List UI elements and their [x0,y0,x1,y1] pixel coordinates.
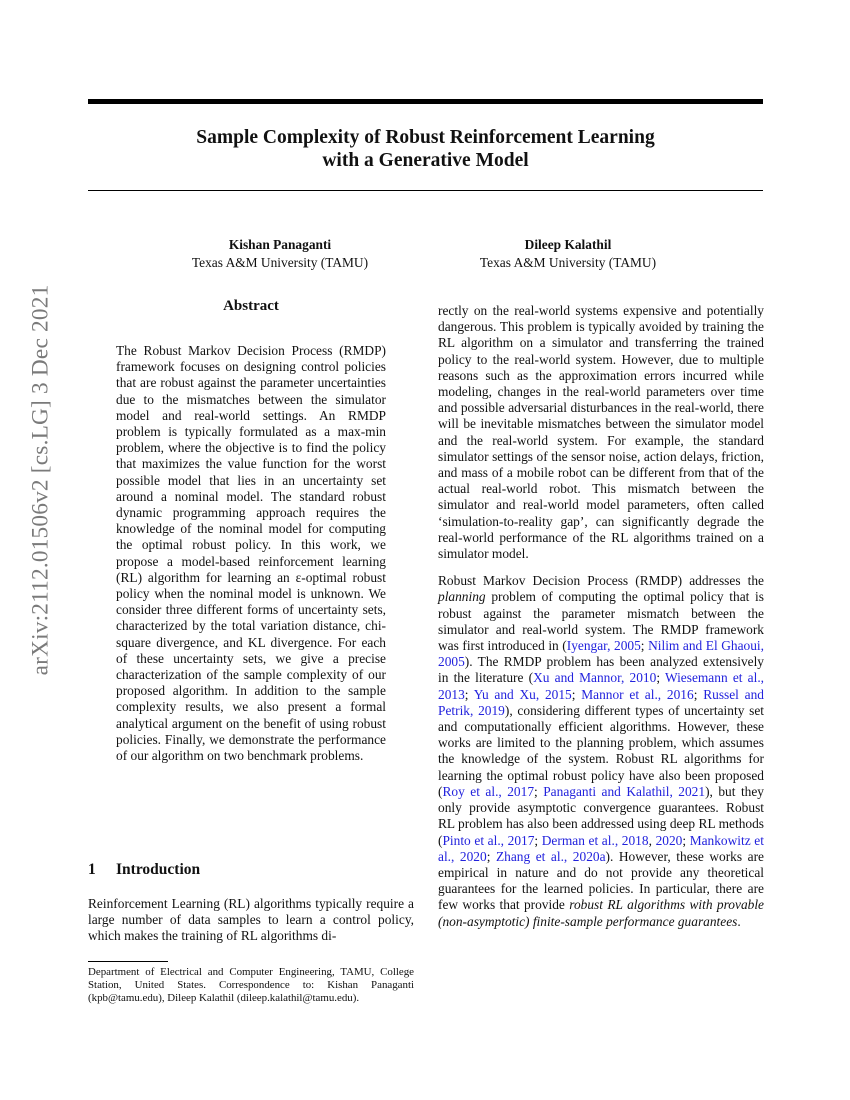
citation-link[interactable]: Russel and Petrik, 2019 [438,686,764,718]
citation-link[interactable]: Roy et al., 2017 [442,783,535,799]
paper-title [88,126,763,172]
title-top-rule [88,99,763,104]
author-block-2 [438,236,698,272]
abstract-heading: Abstract [223,298,279,314]
citation-link[interactable]: Wiesemann et al., 2013 [438,670,765,702]
citation-link[interactable]: Xu and Mannor, 2010 [533,670,657,686]
paragraph-2 [438,573,764,929]
author-affiliation: Texas A&M University (TAMU) [191,255,369,270]
citation-link[interactable]: Derman et al., 2018 [541,832,649,848]
text-run: ; [571,686,582,702]
introduction-text: Reinforcement Learning (RL) algorithms typically require a large number of data samples to learn a control policy, which makes the training of RL algorithms di- [88,896,414,944]
author-block-1 [150,236,410,272]
title-bottom-rule [88,190,763,191]
text-run: . [737,913,741,929]
text-run: problem of computing the optimal policy that is robust against the parameter mismatch between the simulator and real-world system. The RMDP framework was first introduced in ( [438,589,764,654]
citation-link[interactable]: Mankowitz et al., 2020 [438,832,764,864]
title-line-2: with a Generative Model [322,150,529,171]
text-run: ; [464,686,474,702]
section-heading-introduction [88,861,200,879]
footnote-rule [88,961,168,962]
right-column [438,303,764,930]
emphasis-planning: planning [438,589,486,605]
abstract-text: The Robust Markov Decision Process (RMDP) framework focuses on designing control policies that are robust against the parameter uncertainties due to the mismatches between the simulator model and real-world settings. An RMDP problem is typically formulated as a max-min problem, where the objective is to find the policy that maximizes the value function for the worst possible model that lies in an uncertainty set around a nominal model. The standard robust dynamic programming approach requires the knowledge of the nominal model for computing the optimal robust policy. In this work, we propose a model-based reinforcement learning (RL) algorithm for learning an ε-optimal robust policy when the nominal model is unknown. We consider three different forms of uncertainty sets, characterized by the total variation distance, chi-square divergence, and KL divergence. For each of these uncertainty sets, we give a precise characterization of the sample complexity of our proposed algorithm. In addition to the sample complexity results, we also present a formal analytical argument on the benefit of using robust policies. Finally, we demonstrate the performance of our algorithm on two benchmark problems. [116,343,386,764]
citation-link[interactable]: Zhang et al., 2020a [495,848,606,864]
text-run: ; [486,848,496,864]
text-run: ), considering different types of uncertainty set and computationally efficient algorithms. However, these works are limited to the planning problem, which assumes the knowledge of the system. Robust RL algorithms for learning the optimal robust policy have also been proposed ( [438,702,765,799]
citation-link[interactable]: Pinto et al., 2017 [442,832,535,848]
text-run: ; [640,638,649,654]
text-run: Robust Markov Decision Process (RMDP) addresses the [438,573,764,589]
text-run: ; [534,832,542,848]
text-run: ; [656,670,665,686]
text-run: , [648,832,656,848]
emphasis-guarantees: robust RL algorithms with provable (non-asymptotic) finite-sample performance guarantees [438,897,764,929]
citation-link[interactable]: Iyengar, 2005 [566,638,641,654]
section-number: 1 [88,861,96,878]
citation-link[interactable]: Nilim and El Ghaoui, 2005 [438,638,764,670]
author-affiliation: Texas A&M University (TAMU) [479,255,657,270]
section-title: Introduction [116,861,201,878]
text-run: ; [693,686,704,702]
text-run: ). The RMDP problem has been analyzed extensively in the literature ( [438,654,764,686]
text-run: ). However, these works are empirical in nature and do not provide any theoretical guarantees for the learned policies. In particular, there are few works that provide [438,848,764,913]
text-run: ; [534,783,544,799]
text-run: ), but they only provide asymptotic convergence guarantees. Robust RL problem has also been addressed using deep RL methods ( [438,783,765,848]
citation-link[interactable]: Yu and Xu, 2015 [473,686,572,702]
arxiv-stamp [21,284,61,675]
title-line-1: Sample Complexity of Robust Reinforcement Learning [196,127,655,148]
citation-link[interactable]: Panaganti and Kalathil, 2021 [543,783,706,799]
author-name: Dileep Kalathil [524,237,612,252]
citation-link[interactable]: 2020 [655,832,683,848]
author-name: Kishan Panaganti [228,237,332,252]
paragraph-1: rectly on the real-world systems expensive and potentially dangerous. This problem is typically avoided by training the RL algorithm on a simulator and transferring the trained policy to the real-world system. However, due to multiple reasons such as the approximation errors incurred while modeling, changes in the real-world parameters over time and possible adversarial disturbances in the real-world, there will be inevitable mismatches between the simulator model and the real-world system. For example, the standard simulator settings of the sensor noise, action delays, friction, and mass of a mobile robot can be different from that of the actual real-world robot. This mismatch between the simulator and real-world model parameters, often called ‘simulation-to-reality gap’, can significantly degrade the real-world performance of the RL algorithms trained on a simulator model. [438,303,764,562]
citation-link[interactable]: Mannor et al., 2016 [581,686,694,702]
arxiv-stamp-text: arXiv:2112.01506v2 [cs.LG] 3 Dec 2021 [27,284,54,675]
footnote: Department of Electrical and Computer Engineering, TAMU, College Station, United States. Correspondence to: Kishan Panaganti (kpb@tamu.edu), Dileep Kalathil (dileep.kalathil@tamu.edu). [88,966,414,1005]
text-run: ; [682,832,690,848]
